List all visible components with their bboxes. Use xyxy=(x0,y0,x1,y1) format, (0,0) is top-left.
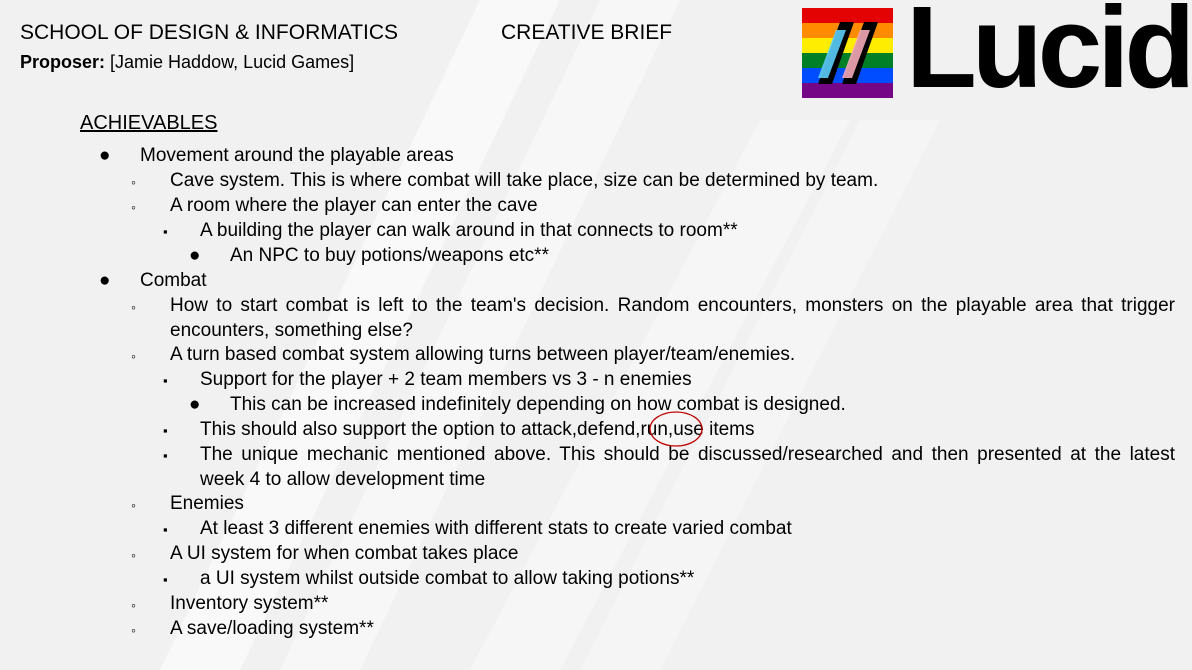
section-heading: ACHIEVABLES xyxy=(80,112,218,134)
bullet-icon: ▪ xyxy=(163,448,168,463)
list-item-text: Movement around the playable areas xyxy=(140,145,454,166)
list-item-text: This can be increased indefinitely depending on how combat is designed. xyxy=(230,394,846,415)
list-item-text: Enemies xyxy=(170,493,244,514)
list-item-text: The unique mechanic mentioned above. This should be discussed/researched and then presented at the latest week 4 to allow development time xyxy=(200,444,1175,490)
bullet-icon: ◦ xyxy=(131,348,136,364)
header-left xyxy=(20,20,398,74)
list-item-text: A room where the player can enter the cave xyxy=(170,195,538,216)
list-item-text: A UI system for when combat takes place xyxy=(170,543,519,564)
list-item-text: Inventory system** xyxy=(170,593,329,614)
bullet-icon: ● xyxy=(99,145,111,166)
list-item-text: At least 3 different enemies with different stats to create varied combat xyxy=(200,518,792,539)
list-item-text: A building the player can walk around in that connects to room** xyxy=(200,220,738,241)
list-item-text: a UI system whilst outside combat to allow taking potions** xyxy=(200,568,695,589)
bullet-icon: ▪ xyxy=(163,423,168,438)
proposer-value: [Jamie Haddow, Lucid Games] xyxy=(105,52,355,72)
logo-text: Lucid xyxy=(906,0,1191,112)
list-item-text: Cave system. This is where combat will take place, size can be determined by team. xyxy=(170,170,879,191)
brief-title: CREATIVE BRIEF xyxy=(501,21,673,44)
bullet-icon: ◦ xyxy=(131,174,136,190)
list-item-text: A turn based combat system allowing turns between player/team/enemies. xyxy=(170,344,796,365)
bullet-icon: ▪ xyxy=(163,522,168,537)
list-item-text: How to start combat is left to the team's decision. Random encounters, monsters on the playable area that trigger encounters, something else? xyxy=(170,295,1175,341)
bullet-icon: ◦ xyxy=(131,299,136,315)
bullet-icon: ◦ xyxy=(131,199,136,215)
bullet-icon: ● xyxy=(189,394,201,415)
bullet-icon: ▪ xyxy=(163,224,168,239)
bullet-icon: ● xyxy=(99,270,111,291)
lucid-logo xyxy=(802,0,1192,112)
list-item-text: Combat xyxy=(140,270,207,291)
proposer-line xyxy=(20,50,398,74)
bullet-icon: ▪ xyxy=(163,373,168,388)
bullet-icon: ◦ xyxy=(131,497,136,513)
list-item-text: This should also support the option to attack,defend,run,use items xyxy=(200,419,755,440)
school-name: SCHOOL OF DESIGN & INFORMATICS xyxy=(20,21,399,44)
bullet-icon: ◦ xyxy=(131,547,136,563)
pride-flag-logo-icon xyxy=(802,8,893,98)
red-circle-annotation xyxy=(648,409,704,449)
bullet-icon: ● xyxy=(189,245,201,266)
bullet-icon: ◦ xyxy=(131,622,136,638)
proposer-label: Proposer: xyxy=(20,52,106,72)
list-item-text: Support for the player + 2 team members vs 3 - n enemies xyxy=(200,369,692,390)
bullet-icon: ▪ xyxy=(163,572,168,587)
bullet-icon: ◦ xyxy=(131,597,136,613)
list-item-text: A save/loading system** xyxy=(170,618,374,639)
list-item-text: An NPC to buy potions/weapons etc** xyxy=(230,245,549,266)
